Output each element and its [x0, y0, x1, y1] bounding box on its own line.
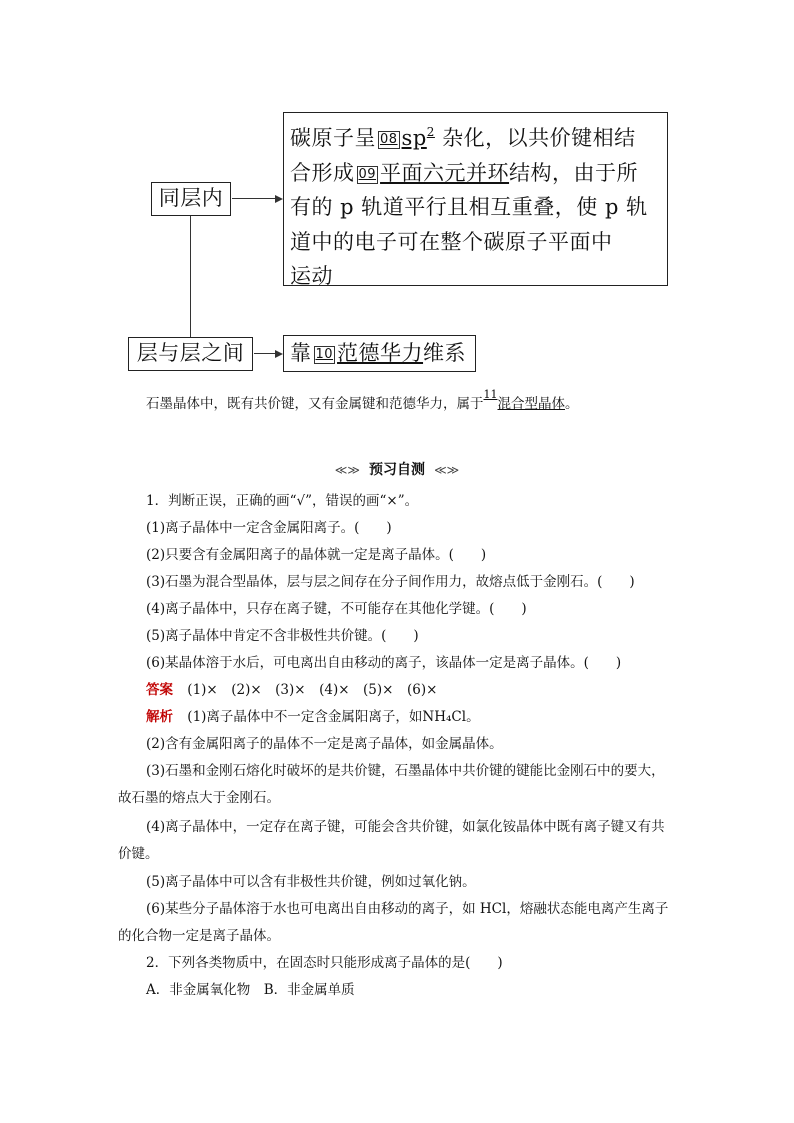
analysis-line-4b: 价键。	[118, 846, 159, 862]
left-decoration-icon: ≪≫	[334, 463, 360, 477]
same-layer-description-box: 碳原子呈 08 $sp^2$ 杂化，以共价键相结 合形成 09 平面六元并环结构，由于所 有的 p 轨道平行且相互重叠，使 p 轨 道中的电子可在整个碳原子平面中 运动	[283, 112, 668, 286]
blank-marker-11: 11	[483, 388, 498, 401]
arrow-line-between-layers	[254, 353, 277, 354]
question-1-stem: 1．判断正误，正确的画“√”，错误的画“×”。	[146, 493, 419, 509]
blank-marker-08: 08	[380, 132, 398, 147]
summary-line: 石墨晶体中，既有共价键，又有金属键和范德华力，属于 11 混合型晶体。	[146, 388, 579, 412]
answer-line: 答案 (1)× (2)× (3)× (4)× (5)× (6)×	[146, 682, 438, 698]
q1-item-1: (1)离子晶体中一定含金属阳离子。( )	[146, 520, 392, 536]
arrow-head-between-layers	[275, 350, 283, 358]
q1-item-3: (3)石墨为混合型晶体，层与层之间存在分子间作用力，故熔点低于金刚石。( )	[146, 574, 635, 590]
between-layers-label: 层与层之间	[128, 337, 253, 371]
vertical-connector	[190, 216, 191, 337]
arrow-line-same-layer	[232, 198, 277, 199]
analysis-line-2: (2)含有金属阳离子的晶体不一定是离子晶体，如金属晶体。	[146, 736, 503, 752]
blank-marker-10: 10	[315, 347, 334, 362]
analysis-line-5: (5)离子晶体中可以含有非极性共价键，例如过氧化钠。	[146, 874, 476, 890]
q1-item-4: (4)离子晶体中，只存在离子键，不可能存在其他化学键。( )	[146, 601, 527, 617]
q1-item-2: (2)只要含有金属阳离子的晶体就一定是离子晶体。( )	[146, 547, 487, 563]
analysis-label: 解析	[146, 709, 173, 725]
question-2-options: A．非金属氧化物 B．非金属单质	[146, 982, 355, 998]
q1-item-6: (6)某晶体溶于水后，可电离出自由移动的离子，该晶体一定是离子晶体。( )	[146, 655, 622, 671]
section-title: 预习自测	[369, 462, 425, 478]
q1-item-5: (5)离子晶体中肯定不含非极性共价键。( )	[146, 628, 419, 644]
arrow-head-same-layer	[275, 195, 283, 203]
analysis-line-1: 解析 (1)离子晶体中不一定含金属阳离子，如NH₄Cl。	[146, 709, 480, 725]
right-decoration-icon: ≪≫	[434, 463, 460, 477]
same-layer-label: 同层内	[151, 182, 231, 216]
analysis-line-4a: (4)离子晶体中，一定存在离子键，可能会含共价键，如氯化铵晶体中既有离子键又有共	[146, 819, 665, 835]
analysis-line-6b: 的化合物一定是离子晶体。	[118, 928, 280, 944]
between-layers-description-box: 靠 10 范德华力维系	[283, 335, 476, 372]
blank-marker-09: 09	[358, 166, 377, 182]
analysis-line-3b: 故石墨的熔点大于金刚石。	[118, 790, 280, 806]
analysis-line-6a: (6)某些分子晶体溶于水也可电离出自由移动的离子，如 HCl，熔融状态能电离产生离子	[146, 901, 669, 917]
analysis-line-3a: (3)石墨和金刚石熔化时破坏的是共价键，石墨晶体中共价键的键能比金刚石中的要大，	[146, 763, 665, 779]
answer-label: 答案	[146, 682, 173, 698]
question-2-stem: 2．下列各类物质中，在固态时只能形成离子晶体的是( )	[146, 955, 503, 971]
section-header	[0, 459, 794, 479]
